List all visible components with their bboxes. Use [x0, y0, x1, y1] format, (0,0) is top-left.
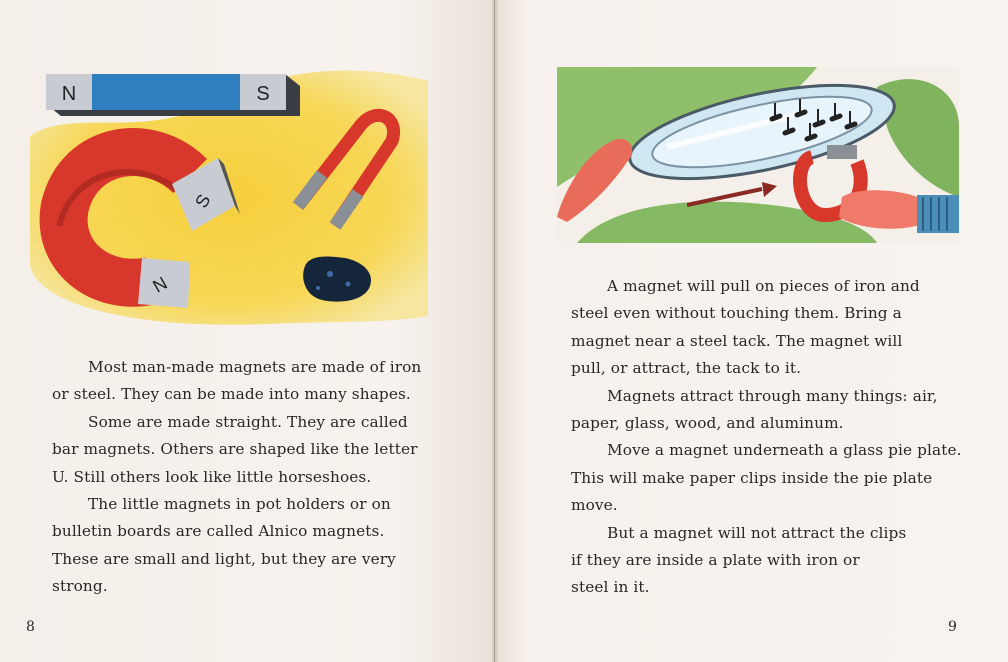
- bar-magnet-s-label: S: [256, 83, 270, 105]
- text-line: steel even without touching them. Bring a: [571, 304, 902, 323]
- text-line: if they are inside a plate with iron or: [571, 551, 860, 570]
- magnets-illustration: [30, 66, 428, 326]
- bar-magnet-n-label: N: [61, 83, 77, 105]
- page-number-left: 8: [26, 619, 35, 635]
- pie-plate-illustration: [557, 67, 959, 243]
- text-line: pull, or attract, the tack to it.: [571, 359, 802, 378]
- bar-magnet: [46, 74, 300, 116]
- text-line: Some are made straight. They are called: [88, 412, 408, 431]
- book-gutter: [492, 0, 498, 662]
- text-line: A magnet will pull on pieces of iron and: [607, 277, 920, 295]
- text-line: Move a magnet underneath a glass pie plate.: [607, 441, 962, 460]
- gutter-fold: [494, 0, 495, 662]
- text-line: bulletin boards are called Alnico magnets.: [52, 522, 385, 541]
- left-page-text: [52, 354, 472, 601]
- text-line: Most man-made magnets are made of iron: [88, 358, 422, 376]
- text-line: But a magnet will not attract the clips: [607, 523, 907, 542]
- text-line: The little magnets in pot holders or on: [88, 495, 391, 514]
- text-line: move.: [571, 496, 618, 515]
- text-line: strong.: [52, 577, 108, 596]
- text-line: These are small and light, but they are very: [52, 549, 396, 568]
- text-line: This will make paper clips inside the pie plate: [571, 468, 933, 487]
- horseshoe-s-label: S: [191, 190, 215, 212]
- text-line: Magnets attract through many things: air,: [607, 386, 938, 405]
- right-page-text: [571, 273, 991, 602]
- text-line: U. Still others look like little horseshoes.: [52, 467, 372, 486]
- text-line: or steel. They can be made into many shapes.: [52, 385, 411, 404]
- horseshoe-n-label: N: [149, 272, 171, 297]
- page-number-right: 9: [948, 619, 957, 635]
- text-line: steel in it.: [571, 578, 650, 597]
- text-line: magnet near a steel tack. The magnet will: [571, 331, 903, 350]
- text-line: bar magnets. Others are shaped like the letter: [52, 440, 418, 459]
- text-line: paper, glass, wood, and aluminum.: [571, 414, 844, 433]
